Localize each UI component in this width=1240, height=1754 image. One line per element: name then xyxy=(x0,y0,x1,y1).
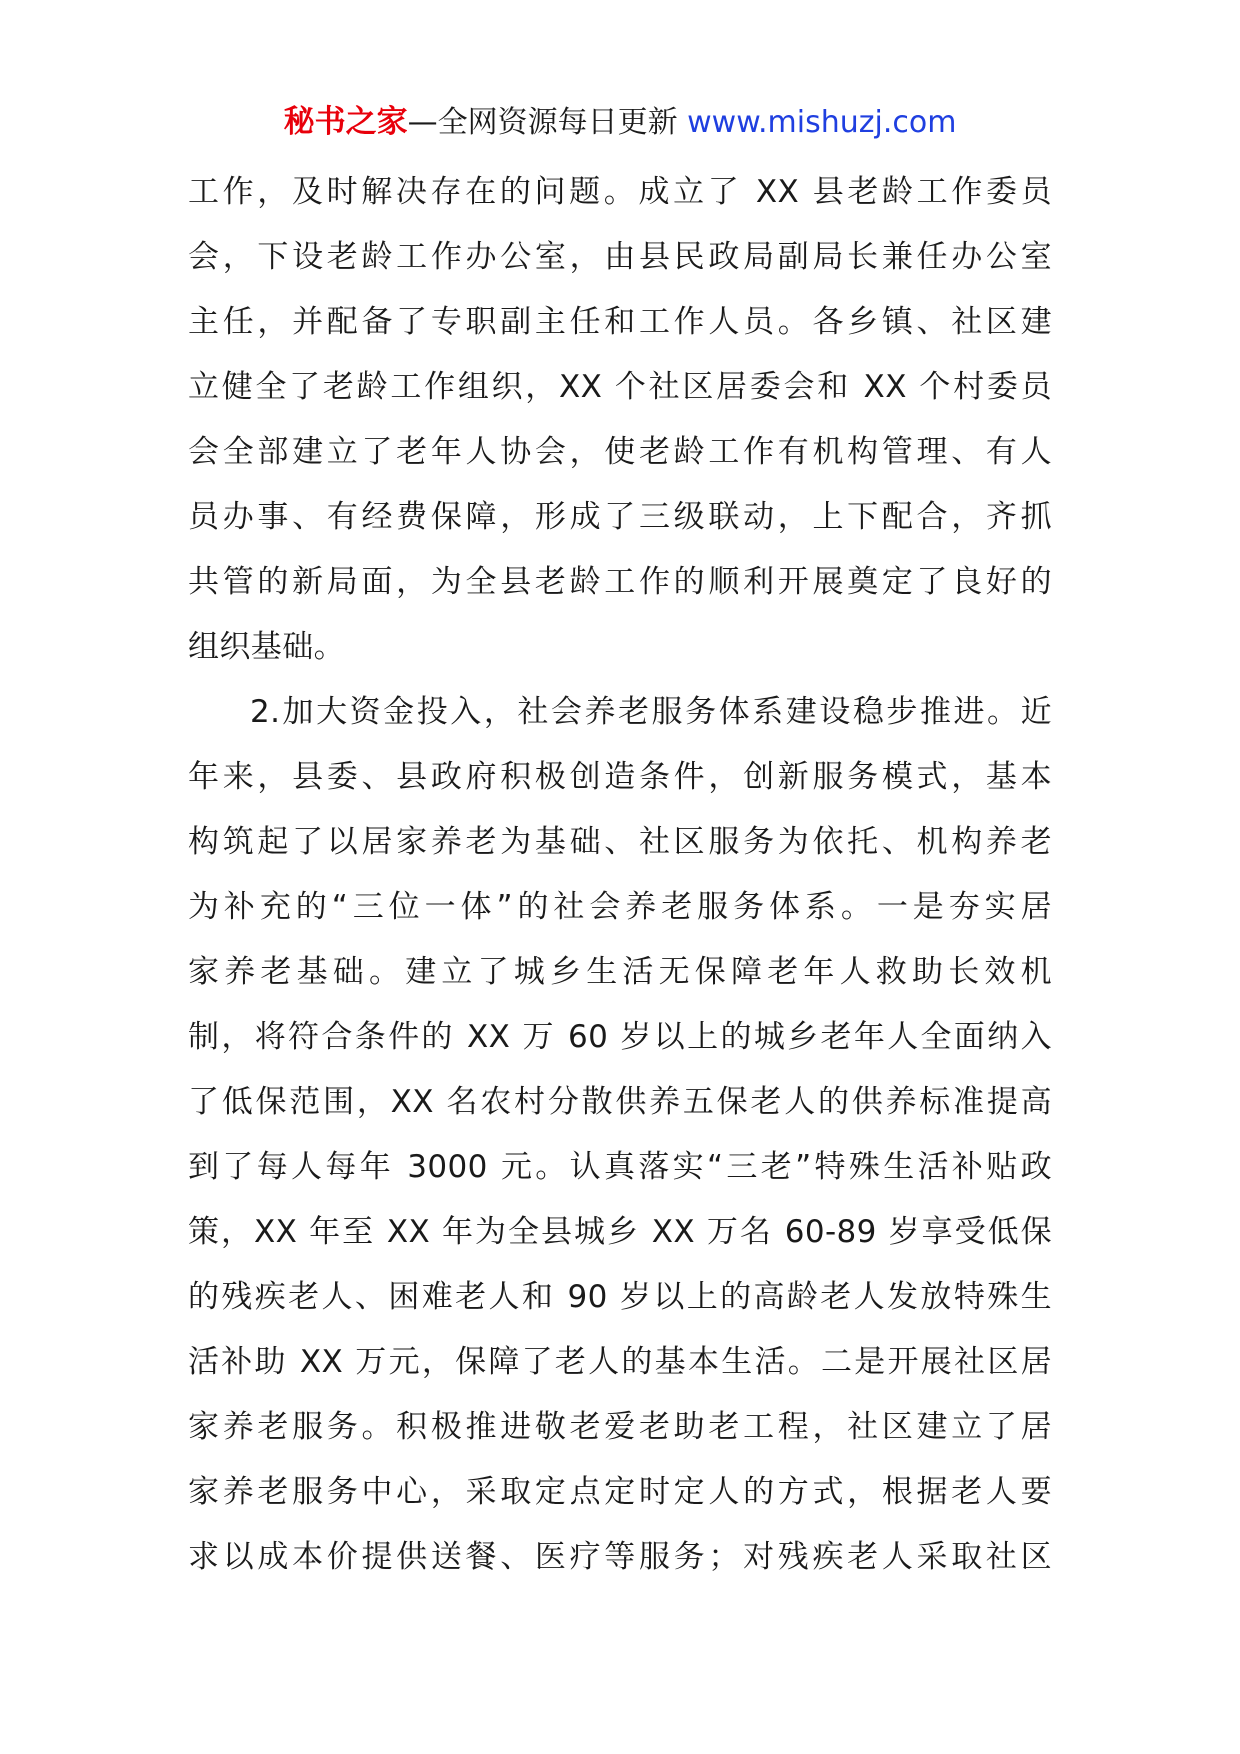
text-line: 年来，县委、县政府积极创造条件，创新服务模式，基本 xyxy=(188,759,1052,795)
header-url-link[interactable]: www.mishuzj.com xyxy=(687,105,957,140)
body-text xyxy=(188,160,1052,1590)
text-line: 会，下设老龄工作办公室，由县民政局副局长兼任办公室 xyxy=(188,239,1052,275)
text-line: 会全部建立了老年人协会，使老龄工作有机构管理、有人 xyxy=(188,434,1052,470)
paragraph-1 xyxy=(188,160,1052,680)
text-line: 家养老服务。积极推进敬老爱老助老工程，社区建立了居 xyxy=(188,1409,1052,1445)
text-line: 求以成本价提供送餐、医疗等服务；对残疾老人采取社区 xyxy=(188,1539,1052,1575)
text-line: 员办事、有经费保障，形成了三级联动，上下配合，齐抓 xyxy=(188,499,1052,535)
text-line: 组织基础。 xyxy=(188,629,345,665)
text-line: 制，将符合条件的 XX 万 60 岁以上的城乡老年人全面纳入 xyxy=(188,1019,1052,1055)
text-line: 家养老服务中心，采取定点定时定人的方式，根据老人要 xyxy=(188,1474,1052,1510)
text-line: 2.加大资金投入，社会养老服务体系建设稳步推进。近 xyxy=(250,694,1052,730)
text-line: 策，XX 年至 XX 年为全县城乡 XX 万名 60-89 岁享受低保 xyxy=(188,1214,1052,1250)
text-line: 为补充的“三位一体”的社会养老服务体系。一是夯实居 xyxy=(188,889,1052,925)
text-line: 了低保范围，XX 名农村分散供养五保老人的供养标准提高 xyxy=(188,1084,1052,1120)
text-line: 的残疾老人、困难老人和 90 岁以上的高龄老人发放特殊生 xyxy=(188,1279,1052,1315)
text-line: 共管的新局面，为全县老龄工作的顺利开展奠定了良好的 xyxy=(188,564,1052,600)
header-brand: 秘书之家 xyxy=(283,104,408,140)
text-line: 立健全了老龄工作组织，XX 个社区居委会和 XX 个村委员 xyxy=(188,369,1052,405)
text-line: 工作，及时解决存在的问题。成立了 XX 县老龄工作委员 xyxy=(188,174,1052,210)
text-line: 活补助 XX 万元，保障了老人的基本生活。二是开展社区居 xyxy=(188,1344,1052,1380)
page-header xyxy=(0,102,1240,143)
text-line: 家养老基础。建立了城乡生活无保障老年人救助长效机 xyxy=(188,954,1052,990)
text-line: 到了每人每年 3000 元。认真落实“三老”特殊生活补贴政 xyxy=(188,1149,1052,1185)
text-line: 构筑起了以居家养老为基础、社区服务为依托、机构养老 xyxy=(188,824,1052,860)
header-slogan: —全网资源每日更新 xyxy=(407,105,688,140)
text-line: 主任，并配备了专职副主任和工作人员。各乡镇、社区建 xyxy=(188,304,1052,340)
paragraph-2 xyxy=(188,680,1052,1590)
